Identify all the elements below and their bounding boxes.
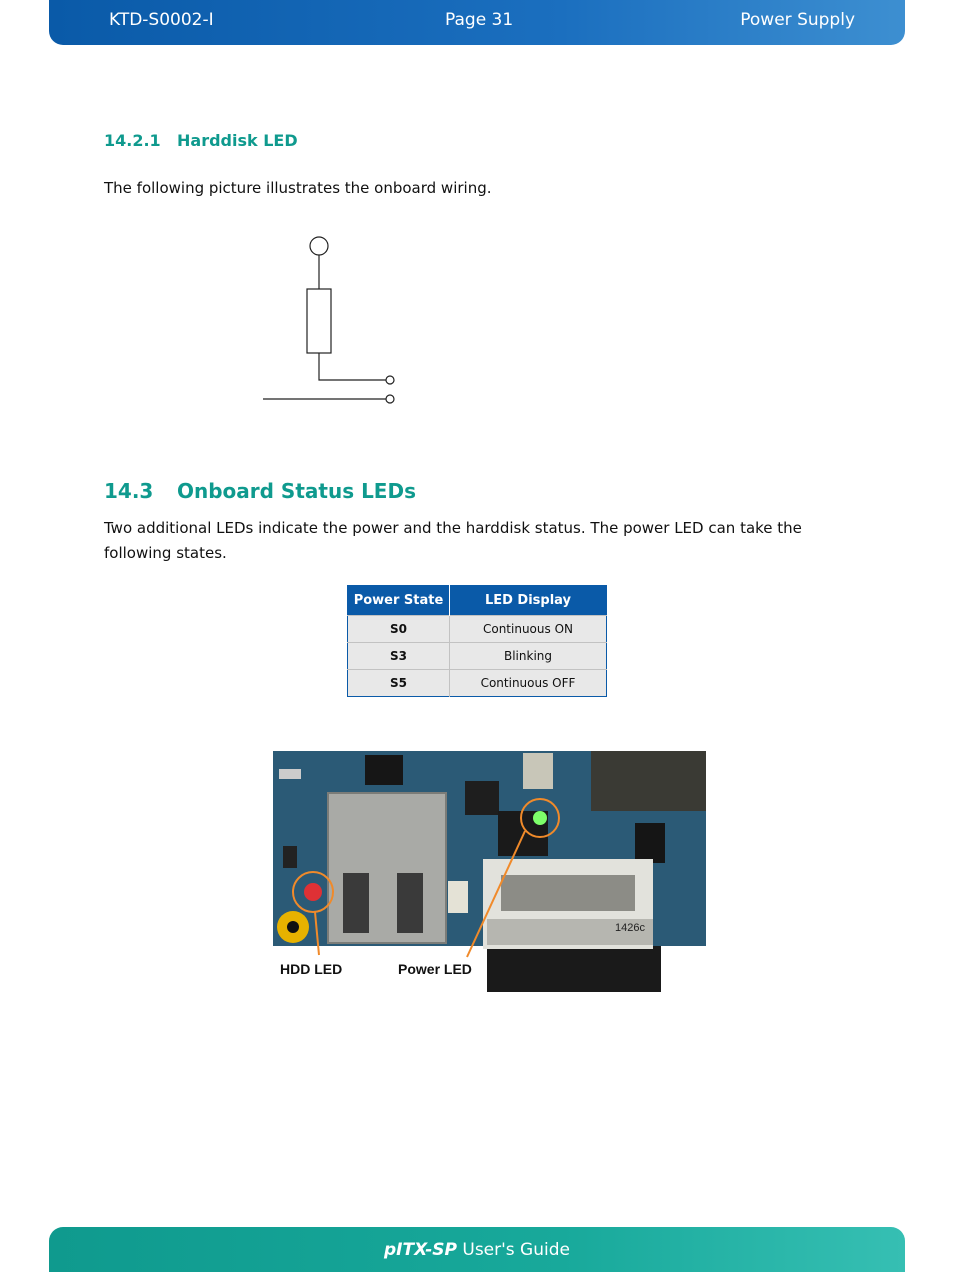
heading-onboard-status-leds — [104, 479, 416, 503]
power-state-cell: S5 — [348, 670, 450, 697]
power-state-cell: S3 — [348, 643, 450, 670]
table-row — [348, 670, 607, 697]
page-header — [49, 0, 905, 45]
hdd-led-label: HDD LED — [280, 961, 343, 977]
column-header: Power State — [348, 586, 450, 616]
header-doc-id: KTD-S0002-I — [109, 10, 214, 30]
supply-terminal — [310, 237, 328, 255]
led-display-cell: Blinking — [450, 643, 607, 670]
wiring-intro: The following picture illustrates the onboard wiring. — [104, 179, 492, 197]
column-header: LED Display — [450, 586, 607, 616]
heading-title: Harddisk LED — [177, 131, 298, 150]
led-display-cell: Continuous OFF — [450, 670, 607, 697]
resistor — [307, 289, 331, 353]
footer-product-name: pITX-SP — [384, 1240, 457, 1260]
page-footer — [49, 1227, 905, 1272]
status-intro: Two additional LEDs indicate the power and the harddisk status. The power LED can take the following states. — [104, 519, 802, 562]
connector-marking: 1426c — [615, 922, 645, 934]
header-section: Power Supply — [740, 10, 855, 30]
led-display-cell: Continuous ON — [450, 616, 607, 643]
heading-harddisk-led — [104, 131, 298, 150]
ground-terminal — [386, 395, 394, 403]
power-led-label: Power LED — [398, 961, 472, 977]
wire-signal — [319, 353, 386, 380]
signal-terminal — [386, 376, 394, 384]
footer-title — [384, 1240, 570, 1260]
footer-suffix: User's Guide — [456, 1240, 570, 1260]
board-photo-illustration — [273, 751, 706, 992]
table-header-row — [348, 586, 607, 616]
board-led-photo — [273, 751, 706, 992]
power-state-cell: S0 — [348, 616, 450, 643]
table-row — [348, 616, 607, 643]
power-led — [533, 811, 547, 825]
header-page-number: Page 31 — [445, 10, 514, 30]
table-row — [348, 643, 607, 670]
power-state-table — [347, 585, 607, 697]
hdd-led — [304, 883, 322, 901]
heading-title: Onboard Status LEDs — [177, 479, 416, 503]
heading-number: 14.2.1 — [104, 131, 161, 150]
wiring-diagram — [255, 232, 415, 412]
heading-number: 14.3 — [104, 479, 154, 503]
